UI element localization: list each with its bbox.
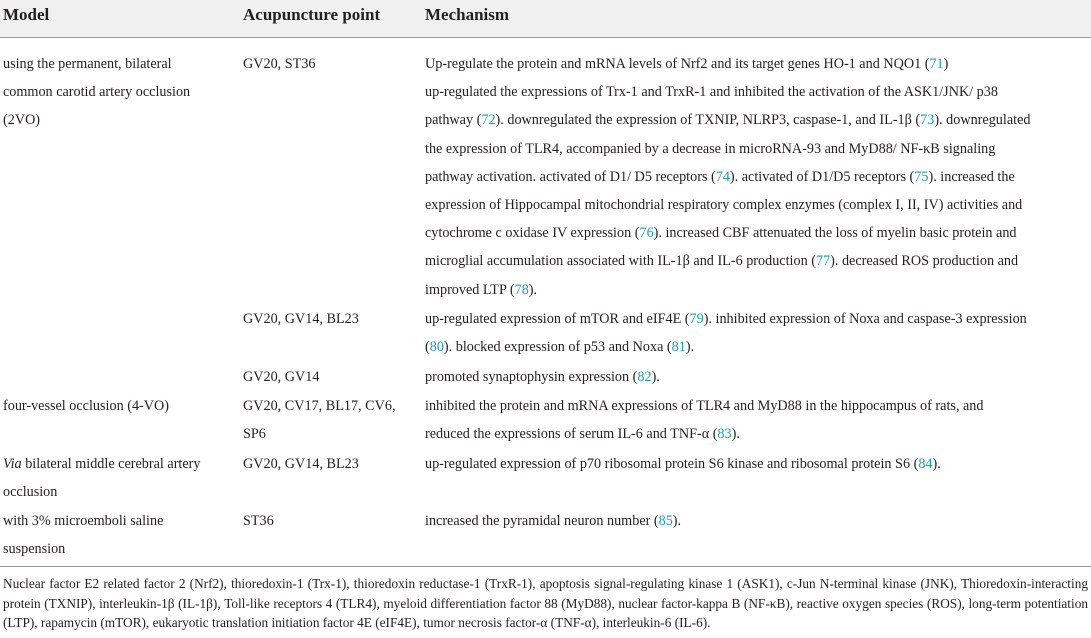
model-cell (3, 450, 228, 506)
mechanism-text: microglial accumulation associated with IL-1β and IL-6 production ( (425, 253, 816, 270)
reference-link[interactable]: 83 (717, 426, 732, 443)
mechanism-text: ). (731, 426, 740, 443)
mechanism-text: ). downregulated the expression of TXNIP, NLRP3, caspase-1, and IL-1β ( (495, 112, 921, 129)
model-line: suspension (3, 541, 66, 558)
header-mechanism: Mechanism (425, 5, 510, 24)
mechanism-text: ). (651, 368, 660, 385)
mechanism-line (425, 106, 1088, 134)
mechanism-text: ( (425, 339, 430, 356)
mechanism-text: ). inhibited expression of Noxa and caspase-3 expression (703, 311, 1027, 327)
acupuncture-point-cell (243, 507, 413, 535)
mechanism-cell (425, 305, 1088, 361)
reference-link[interactable]: 78 (514, 281, 529, 298)
mechanism-text: ). (685, 339, 695, 356)
mechanism-text: ). blocked expression of p53 and Noxa ( (443, 339, 672, 356)
mechanism-text: up-regulated expression of p70 ribosomal protein S6 kinase and ribosomal protein S6 ( (425, 455, 919, 472)
mechanism-text: expression of Hippocampal mitochondrial respiratory complex enzymes (complex I, II, IV) activities and (425, 197, 1023, 214)
model-cell (3, 392, 228, 420)
model-cell (3, 50, 228, 135)
model-line (3, 450, 228, 478)
abbreviation-footnote: Nuclear factor E2 related factor 2 (Nrf2), thioredoxin-1 (Trx-1), thioredoxin reductase-1 (TrxR-1), apoptosis signal-regulating kinase 1 (ASK1), c-Jun N-terminal kinase (JNK), Thioredoxin-interacting protein (TXNIP), interleukin-1β (IL-1β), Toll-like receptors 4 (TLR4), myeloid differentiation factor 88 (MyD88), nuclear factor-kappa B (NF-κB), reactive oxygen species (ROS), long-term potentiation (LTP), rapamycin (mTOR), eukaryotic translation initiation factor 4E (eIF4E), tumor necrosis factor-α (TNF-α), interleukin-6 (IL-6). (3, 576, 1088, 630)
reference-link[interactable]: 77 (815, 253, 831, 270)
mechanism-line (425, 276, 1088, 304)
mechanism-text: ). decreased ROS production and (830, 253, 1019, 270)
reference-link[interactable]: 80 (429, 339, 444, 356)
mechanism-line (425, 392, 1088, 420)
model-line: using the permanent, bilateral (3, 56, 172, 72)
mechanism-text: increased the pyramidal neuron number ( (425, 513, 659, 530)
mechanism-text: pathway ( (425, 112, 482, 129)
reference-link[interactable]: 84 (918, 455, 933, 472)
mechanism-text: inhibited the protein and mRNA expressions of TLR4 and MyD88 in the hippocampus of rats, and (425, 398, 984, 414)
mechanism-text: ). (672, 513, 682, 530)
mechanism-text: up-regulated expression of mTOR and eIF4E ( (425, 311, 690, 327)
mechanism-text: ). (932, 455, 941, 472)
model-italic-text: Via (3, 455, 22, 472)
mechanism-line (425, 507, 1088, 535)
mechanism-cell (425, 50, 1088, 304)
mechanism-text: Up-regulate the protein and mRNA levels of Nrf2 and its target genes HO-1 and NQO1 ( (425, 56, 930, 72)
point-line: SP6 (243, 426, 266, 443)
model-line: occlusion (3, 483, 58, 500)
point-line: GV20, GV14, BL23 (243, 311, 359, 327)
mechanism-line (425, 363, 1088, 391)
reference-link[interactable]: 82 (637, 368, 652, 385)
mechanism-text: cytochrome c oxidase IV expression ( (425, 225, 640, 242)
header-model: Model (3, 5, 50, 24)
mechanism-line (425, 163, 1088, 191)
mechanism-text: reduced the expressions of serum IL-6 and TNF-α ( (425, 426, 718, 443)
reference-link[interactable]: 76 (639, 225, 654, 242)
mechanism-text: promoted synaptophysin expression ( (425, 368, 638, 385)
mechanism-line (425, 450, 1088, 478)
mechanism-line (425, 50, 1088, 78)
reference-link[interactable]: 73 (920, 112, 935, 129)
footnote-divider (0, 566, 1091, 567)
model-line: common carotid artery occlusion (3, 84, 191, 101)
mechanism-line (425, 420, 1088, 448)
model-cell (3, 507, 228, 563)
mechanism-line (425, 305, 1088, 333)
point-line: GV20, GV14, BL23 (243, 455, 359, 472)
point-line: GV20, ST36 (243, 56, 316, 72)
header-acupuncture-point: Acupuncture point (243, 5, 381, 24)
reference-link[interactable]: 75 (914, 168, 929, 185)
mechanism-line (425, 219, 1088, 247)
model-line: (2VO) (3, 112, 41, 129)
model-line: four-vessel occlusion (4-VO) (3, 398, 169, 414)
acupuncture-point-cell (243, 392, 413, 448)
model-line: with 3% microemboli saline (3, 513, 164, 530)
mechanism-text: ). increased CBF attenuated the loss of myelin basic protein and (653, 225, 1017, 242)
mechanism-text: up-regulated the expressions of Trx-1 and TrxR-1 and inhibited the activation of the ASK1/JNK/ p38 (425, 84, 998, 101)
reference-link[interactable]: 74 (715, 168, 730, 185)
mechanism-line (425, 247, 1088, 275)
reference-link[interactable]: 72 (481, 112, 496, 129)
mechanism-text: improved LTP ( (425, 281, 515, 298)
acupuncture-point-cell (243, 305, 413, 333)
mechanism-line (425, 191, 1088, 219)
mechanism-text: pathway activation. activated of D1/ D5 receptors ( (425, 168, 716, 185)
acupuncture-point-cell (243, 363, 413, 391)
mechanism-text: the expression of TLR4, accompanied by a decrease in microRNA-93 and MyD88/ NF-κB signaling (425, 140, 996, 157)
point-line: GV20, GV14 (243, 368, 320, 385)
mechanism-cell (425, 507, 1088, 535)
reference-link[interactable]: 71 (929, 56, 944, 72)
reference-link[interactable]: 79 (689, 311, 704, 327)
point-line: ST36 (243, 513, 274, 530)
mechanism-cell (425, 363, 1088, 391)
mechanism-line (425, 135, 1088, 163)
mechanism-text: ) (943, 56, 949, 72)
mechanism-text: ). downregulated (934, 112, 1031, 129)
reference-link[interactable]: 85 (658, 513, 673, 530)
point-line: GV20, CV17, BL17, CV6, (243, 398, 396, 414)
mechanism-cell (425, 392, 1088, 448)
acupuncture-point-cell (243, 50, 413, 78)
mechanism-text: ). activated of D1/D5 receptors ( (729, 168, 915, 185)
acupuncture-point-cell (243, 450, 413, 478)
mechanism-text: ). (528, 281, 538, 298)
reference-link[interactable]: 81 (671, 339, 686, 356)
mechanism-line (425, 78, 1088, 106)
mechanism-cell (425, 450, 1088, 478)
model-text: bilateral middle cerebral artery (21, 455, 201, 472)
mechanism-text: ). increased the (928, 168, 1015, 185)
table-header (0, 0, 1091, 38)
mechanism-line (425, 333, 1088, 361)
